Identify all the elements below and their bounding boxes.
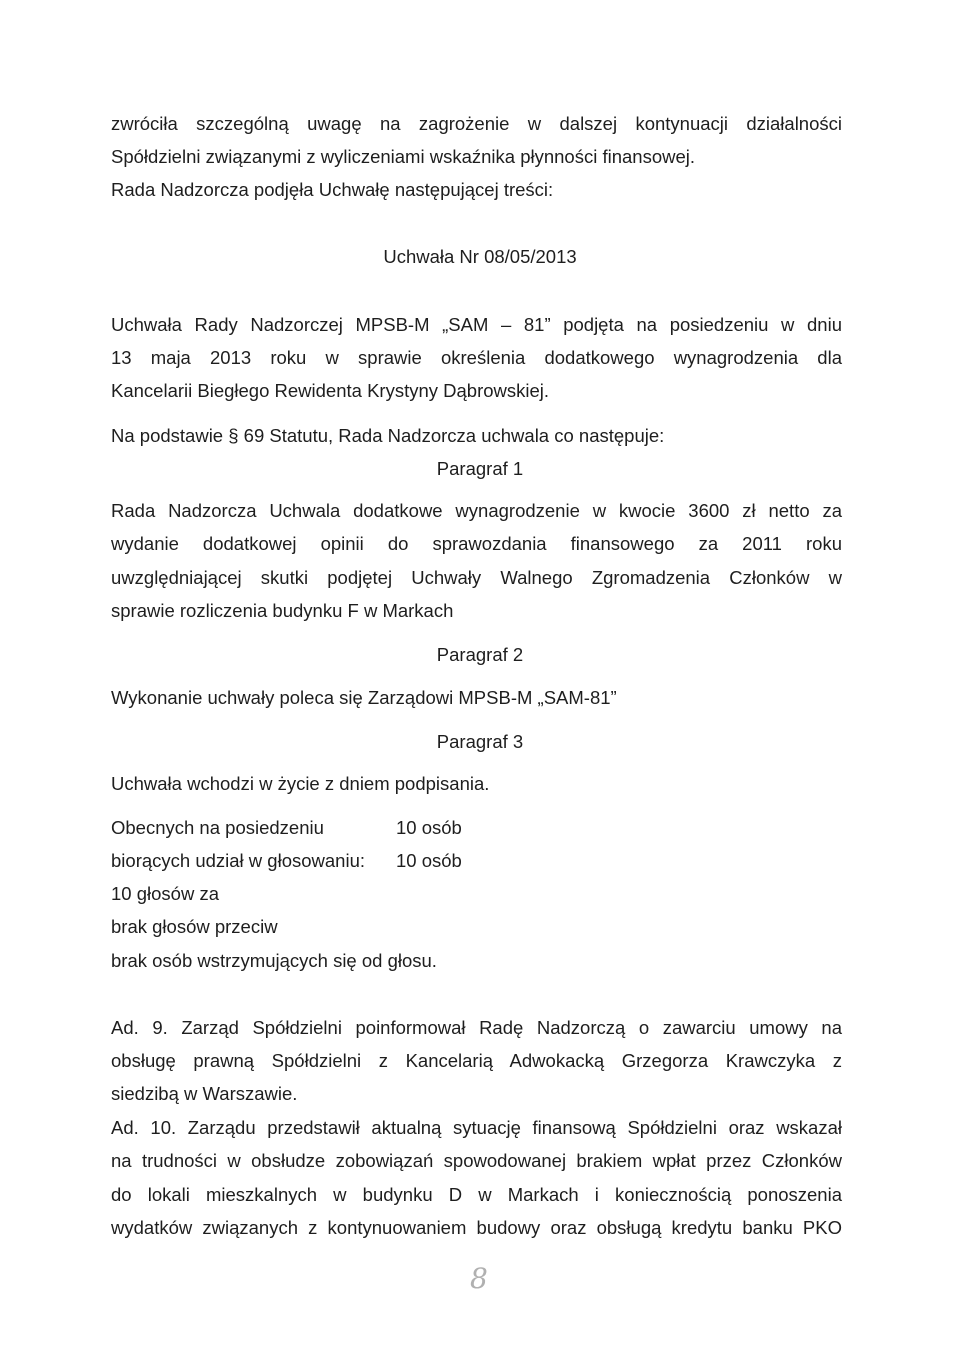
resolution-intro-line-2: 13 maja 2013 roku w sprawie określenia dodatkowego wynagrodzenia dla bbox=[111, 347, 842, 368]
resolution-title: Uchwała Nr 08/05/2013 bbox=[383, 246, 577, 267]
vote-voting-label: biorących udział w głosowaniu: bbox=[111, 850, 365, 871]
vote-abstentions: brak osób wstrzymujących się od głosu. bbox=[111, 950, 437, 971]
ad9-line-2: obsługę prawną Spółdzielni z Kancelarią Adwokacką Grzegorza Krawczyka z bbox=[111, 1050, 842, 1071]
ad9-line-1: Ad. 9. Zarząd Spółdzielni poinformował Radę Nadzorczą o zawarciu umowy na bbox=[111, 1017, 842, 1038]
ad9-line-3: siedzibą w Warszawie. bbox=[111, 1083, 298, 1104]
intro-line-3: Rada Nadzorcza podjęła Uchwałę następującej treści: bbox=[111, 179, 554, 200]
ad10-line-2: na trudności w obsłudze zobowiązań spowodowanej brakiem wpłat przez Członków bbox=[111, 1150, 842, 1171]
paragraph-2-text: Wykonanie uchwały poleca się Zarządowi MPSB-M „SAM-81” bbox=[111, 687, 617, 708]
paragraph-2-heading: Paragraf 2 bbox=[436, 644, 524, 665]
resolution-intro-line-3: Kancelarii Biegłego Rewidenta Krystyny Dąbrowskiej. bbox=[111, 380, 550, 401]
intro-line-2: Spółdzielni związanymi z wyliczeniami wskaźnika płynności finansowej. bbox=[111, 146, 696, 167]
paragraph-1-line-2: wydanie dodatkowej opinii do sprawozdania finansowego za 2011 roku bbox=[111, 533, 842, 554]
paragraph-3-text: Uchwała wchodzi w życie z dniem podpisania. bbox=[111, 773, 490, 794]
paragraph-1-heading: Paragraf 1 bbox=[436, 458, 524, 479]
page-number: 8 bbox=[470, 1262, 488, 1295]
vote-present-label: Obecnych na posiedzeniu bbox=[111, 817, 324, 838]
vote-against: brak głosów przeciw bbox=[111, 916, 278, 937]
vote-present-value: 10 osób bbox=[396, 817, 462, 838]
ad10-line-1: Ad. 10. Zarządu przedstawił aktualną sytuację finansową Spółdzielni oraz wskazał bbox=[111, 1117, 842, 1138]
paragraph-1-line-3: uwzględniającej skutki podjętej Uchwały Walnego Zgromadzenia Członków w bbox=[111, 567, 842, 588]
legal-basis-line: Na podstawie § 69 Statutu, Rada Nadzorcza uchwala co następuje: bbox=[111, 425, 665, 446]
vote-for: 10 głosów za bbox=[111, 883, 219, 904]
ad10-line-4: wydatków związanych z kontynuowaniem budowy oraz obsługą kredytu banku PKO bbox=[111, 1217, 842, 1238]
ad10-line-3: do lokali mieszkalnych w budynku D w Markach i koniecznością ponoszenia bbox=[111, 1184, 842, 1205]
resolution-intro-line-1: Uchwała Rady Nadzorczej MPSB-M „SAM – 81” podjęta na posiedzeniu w dniu bbox=[111, 314, 842, 335]
intro-line-1: zwróciła szczególną uwagę na zagrożenie w dalszej kontynuacji działalności bbox=[111, 113, 842, 134]
paragraph-3-heading: Paragraf 3 bbox=[436, 731, 524, 752]
paragraph-1-line-1: Rada Nadzorcza Uchwala dodatkowe wynagrodzenie w kwocie 3600 zł netto za bbox=[111, 500, 842, 521]
paragraph-1-line-4: sprawie rozliczenia budynku F w Markach bbox=[111, 600, 454, 621]
vote-voting-value: 10 osób bbox=[396, 850, 462, 871]
